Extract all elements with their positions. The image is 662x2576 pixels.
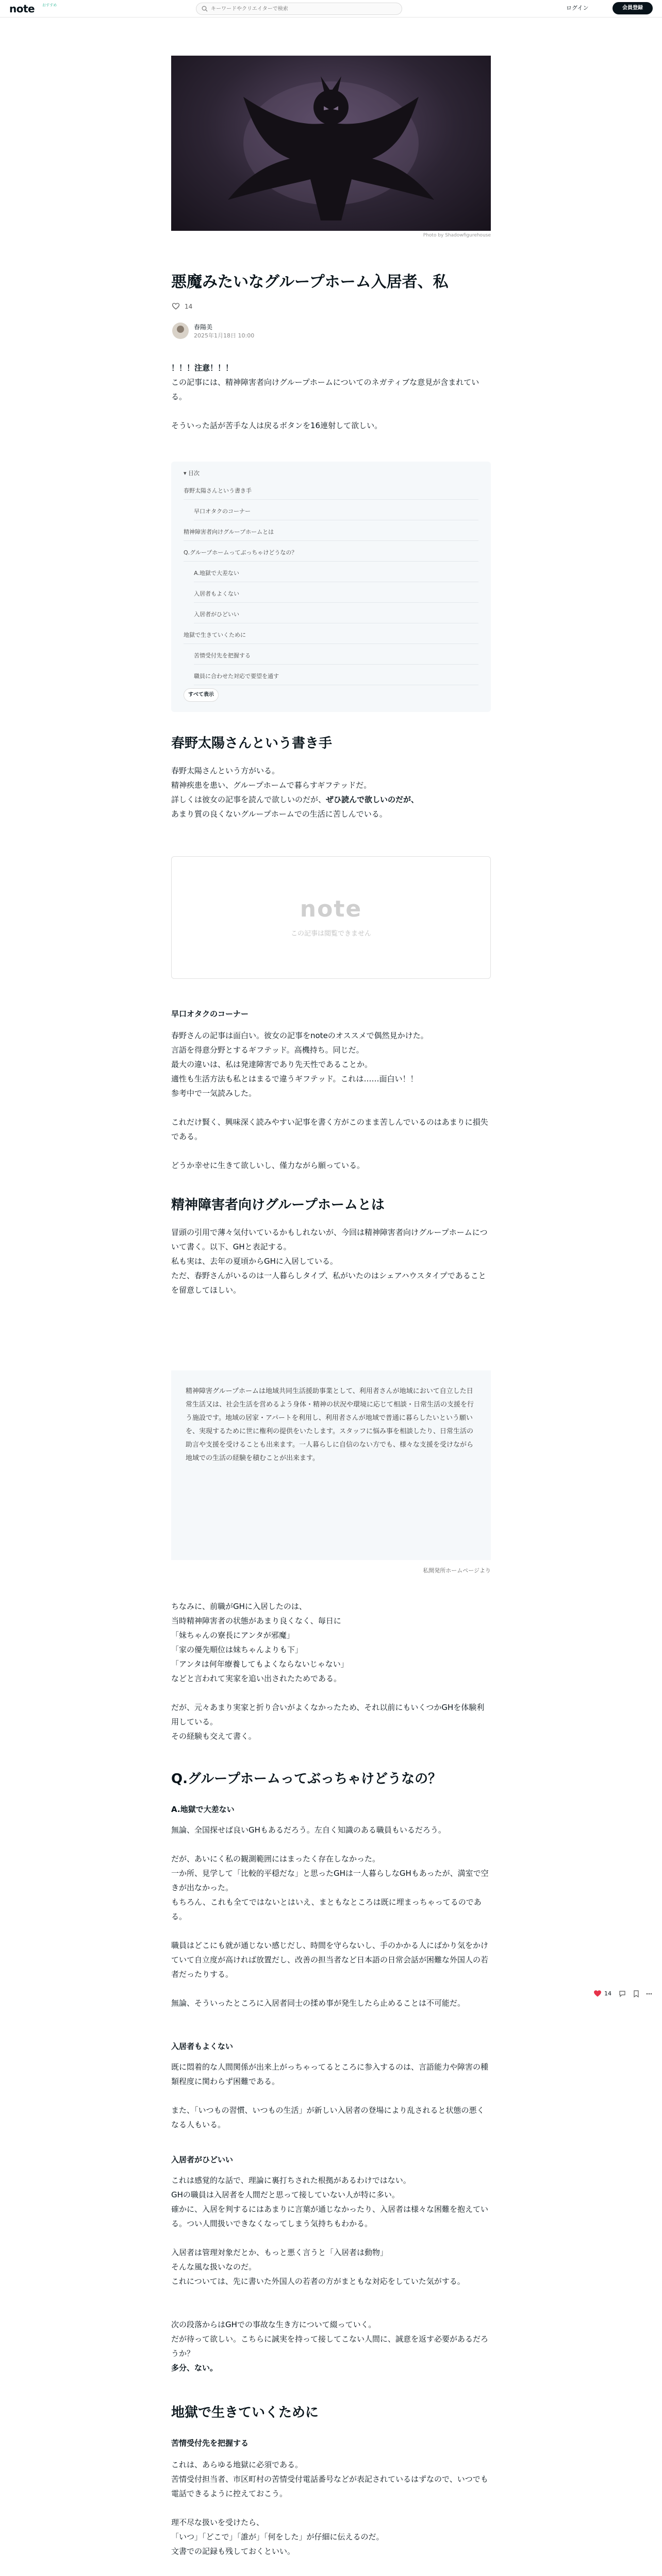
embedded-note-card[interactable]	[171, 856, 491, 979]
toc-item[interactable]: 春野太陽さんという書き手	[184, 482, 478, 500]
author-block[interactable]	[172, 321, 378, 342]
section-heading: 春野太陽さんという書き手	[171, 736, 333, 751]
heart-icon[interactable]	[172, 303, 179, 310]
search-box[interactable]	[196, 3, 402, 15]
paragraph: 言語を得意分野とするギフテッド。高機持ち。同じだ。	[171, 1045, 364, 1055]
paragraph: 最大の違いは、私は発達障害であり先天性であることか。	[171, 1060, 373, 1069]
paragraph: 「いつ」「どこで」「誰が」「何をした」が仔細に伝えるのだ。	[171, 2532, 384, 2541]
subsection-heading: 入居者もよくない	[171, 2042, 234, 2051]
paragraph: だが、元々あまり実家と折り合いがよくなかったため、それ以前にもいくつかGHを体験利用している。	[171, 1703, 485, 1726]
embed-unavailable-message: この記事は閲覧できません	[290, 930, 371, 938]
warning-text-2: そういった話が苦手な人は戻るボタンを16連射して欲しい。	[171, 421, 383, 430]
table-of-contents	[171, 462, 491, 712]
toc-item[interactable]: 精神障害者向けグループホームとは	[184, 523, 478, 541]
site-header	[0, 0, 662, 18]
paragraph	[171, 2573, 491, 2576]
paragraph: その経験も交えて書く。	[171, 1732, 256, 1741]
signup-button[interactable]: 会員登録	[613, 2, 653, 14]
paragraph: もちろん、これも全てではないとはいえ、まともなところは既に埋まっちゃってるのである。	[171, 1897, 482, 1921]
paragraph: 参考中で一気読みした。	[171, 1089, 257, 1098]
paragraph: 確かに、入居を判するにはあまりに言葉が通じなかったり、入居者は様々な困難を抱えている。つい人間扱いできなくなってしまう気持ちもわかる。	[171, 2205, 489, 2228]
more-dots-icon[interactable]	[646, 1990, 653, 1997]
paragraph: ただ、春野さんがいるのは一人暮らしタイプ、私がいたのはシェアハウスタイプであることを留意してほしい。	[171, 1271, 486, 1295]
paragraph: 適性も生活方法も私とはまるで違うギフテッド。これは……面白い！！	[171, 1074, 418, 1083]
like-count-value: 14	[185, 303, 193, 310]
paragraph: 入居者は管理対象だとか、もっと悪く言うと「入居者は動物」	[171, 2248, 388, 2257]
paragraph: 次の段落からはGHでの事故な生き方について綴っていく。	[171, 2320, 376, 2329]
note-logo-placeholder: note	[300, 896, 362, 922]
paragraph: あまり質の良くないグループホームでの生活に苦しんでいる。	[171, 809, 387, 819]
paragraph: 苦情受付担当者、市区町村の苦情受付電話番号などが表記されているはずなので、いつでも電話できるように控えておこう。	[171, 2475, 488, 2498]
paragraph: ちなみに、前職がGHに入居したのは、	[171, 1602, 307, 1611]
toc-item[interactable]: 入居者がひどいい	[194, 606, 478, 623]
more-button[interactable]	[646, 1990, 653, 1999]
paragraph: 一か所、見学して「比較的平穏だな」と思ったGHは一人暮らしなGHもあったが、満室で空きが出なかった。	[171, 1869, 489, 1892]
search-input[interactable]	[211, 4, 396, 13]
paragraph: また、「いつもの習慣、いつもの生活」が新しい入居者の登場により乱されると状態の悪くなる人もいる。	[171, 2106, 485, 2129]
hero-image	[171, 56, 491, 231]
floating-like-button[interactable]	[594, 1990, 601, 1998]
paragraph: 当時精神障害者の状態があまり良くなく、毎日に	[171, 1616, 341, 1625]
photo-credit: Photo by Shadowfigurehouse	[423, 233, 491, 238]
like-count[interactable]	[172, 303, 192, 310]
warning-text: この記事には、精神障害者向けグループホームについてのネガティブな意見が含まれている。	[171, 378, 479, 401]
subsection-heading: A.地獄で大差ない	[171, 1805, 235, 1814]
logo-subtitle: おすすめ	[42, 3, 57, 7]
paragraph: そんな風な扱いなのだ。	[171, 2262, 257, 2272]
blockquote	[171, 1370, 491, 1560]
demon-silhouette-illustration	[171, 56, 491, 231]
paragraph: これは感覚的な話で、理論に裏打ちされた根拠があるわけではない。	[171, 2176, 411, 2185]
comment-icon[interactable]	[619, 1990, 626, 1997]
paragraph: これだけ賢く、興味深く読みやすい記事を書く方がこのまま苦しんでいるのはあまりに損失である。	[171, 1117, 488, 1141]
paragraph: だが待って欲しい。こちらに誠実を持って接してこない人間に、誠意を返す必要があるだろうか？	[171, 2334, 489, 2358]
heart-icon[interactable]	[594, 1990, 601, 1997]
quote-text: 精神障害グループホームは地域共同生活援助事業として、利用者さんが地域において自立した日常生活又は、社会生活を営めるよう身体・精神の状況や環境に応じて相談・日常生活の支援を行う施設です。地域の居家・アパートを利用し、利用者さんが地域で普通に暮らしたいという願いを、実現するために世に権利の提供をいたします。スタッフに悩み事を相談したり、日常生活の助言や支援を受けることも出来ます。一人暮らしに自信のない方でも、様々な支援を受けながら地域での生活の経験を積むことが出来ます。	[186, 1387, 474, 1462]
login-link[interactable]: ログイン	[566, 5, 589, 11]
toc-item[interactable]: 職員に合わせた対応で要望を通す	[194, 668, 478, 685]
paragraph: 職員はどこにも就が通じない感じだし、時間を守らないし、手のかかる人にばかり気をかけていて自立度が高ければ放置だし、改善の担当者など日本語の日常会話が困難な外国人の若者だったりする。	[171, 1941, 489, 1979]
subsection-heading: 苦情受付先を把握する	[171, 2438, 249, 2448]
publish-date: 2025年1月18日 10:00	[194, 332, 255, 339]
paragraph: GHの職員は入居者を人間だと思って接していない人が特に多い。	[171, 2190, 400, 2199]
toc-item[interactable]: Q.グループホームってぶっちゃけどうなの？	[184, 544, 478, 562]
paragraph: などと言われて実家を追い出されたためである。	[171, 1674, 342, 1683]
floating-action-bar	[594, 1988, 656, 2002]
section-heading: 精神障害者向けグループホームとは	[171, 1197, 385, 1213]
bookmark-button[interactable]	[633, 1990, 639, 1999]
subsection-heading: 早口オタクのコーナー	[171, 1009, 249, 1019]
toc-item[interactable]: 苦情受付先を把握する	[194, 647, 478, 665]
warning-heading: ！！！注意！！！	[171, 363, 234, 372]
comment-button[interactable]	[619, 1990, 626, 1999]
floating-like-count: 14	[604, 1990, 611, 1997]
paragraph: 「家の優先順位は妹ちゃんよりも下」	[171, 1645, 303, 1654]
quote-source: 私開発所ホームページより	[423, 1567, 491, 1574]
toc-heading[interactable]: ▾ 目次	[184, 470, 200, 477]
paragraph: 「妹ちゃんの寮長にアンタが邪魔」	[171, 1631, 294, 1640]
paragraph: これは、あらゆる地獄に必須である。	[171, 2460, 303, 2469]
paragraph: どうか幸せに生きて欲しいし、僅力ながら願っている。	[171, 1161, 365, 1170]
bookmark-icon[interactable]	[633, 1990, 639, 1997]
paragraph: 「アンタは何年療養してもよくならないじゃない」	[171, 1659, 349, 1669]
section-heading: 地獄で生きていくために	[171, 2405, 319, 2420]
paragraph: 精神疾患を患い、グループホームで暮らすギフテッドだ。	[171, 781, 372, 790]
subsection-heading: 入居者がひどいい	[171, 2155, 234, 2164]
paragraph: これについては、先に書いた外国人の若者の方がまともな対応をしていた気がする。	[171, 2277, 465, 2286]
paragraph: 詳しくは彼女の記事を読んで欲しいのだが、ぜひ読んで欲しいのだが、	[171, 795, 419, 804]
avatar[interactable]	[172, 323, 189, 339]
toc-item[interactable]: 地獄で生きていくために	[184, 626, 478, 644]
paragraph: 無論、全国探せば良いGHもあるだろう。左自く知識のある職員もいるだろう。	[171, 1825, 446, 1835]
paragraph: 春野太陽さんという方がいる。	[171, 766, 280, 775]
toc-item[interactable]: A.地獄で大差ない	[194, 565, 478, 582]
section-heading: Q.グループホームってぶっちゃけどうなの？	[171, 1771, 442, 1787]
paragraph: 無論、そういったところに入居者同士の揉め事が発生したら止めることは不可能だ。	[171, 1998, 466, 2008]
toc-item[interactable]: 入居者もよくない	[194, 585, 478, 603]
paragraph: 私も実は、去年の夏頃からGHに入居している。	[171, 1257, 338, 1266]
article-title: 悪魔みたいなグループホーム入居者、私	[171, 273, 449, 291]
note-logo[interactable]: note	[9, 3, 35, 15]
toc-item[interactable]: 早口オタクのコーナー	[194, 503, 478, 520]
paragraph: だが、あいにく私の観測範囲にはまったく存在しなかった。	[171, 1854, 380, 1863]
search-icon	[202, 6, 208, 12]
paragraph: 冒頭の引用で薄々気付いているかもしれないが、今回は精神障害者向けグループホームについて書く。以下、GHと表記する。	[171, 1228, 488, 1251]
paragraph: 文書での記録も残しておくといい。	[171, 2547, 295, 2556]
toc-show-all-button[interactable]: すべて表示	[184, 688, 219, 702]
paragraph: 理不尽な扱いを受けたら、	[171, 2518, 264, 2527]
paragraph: 多分、ない。	[171, 2363, 218, 2372]
author-name[interactable]: 春陽美	[194, 324, 213, 331]
paragraph: 春野さんの記事は面白い。彼女の記事をnoteのオススメで偶然見かけた。	[171, 1031, 428, 1040]
paragraph: 既に悶着的な人間関係が出来上がっちゃってるところに参入するのは、言語能力や障害の種類程度に関わらず困難である。	[171, 2062, 489, 2086]
